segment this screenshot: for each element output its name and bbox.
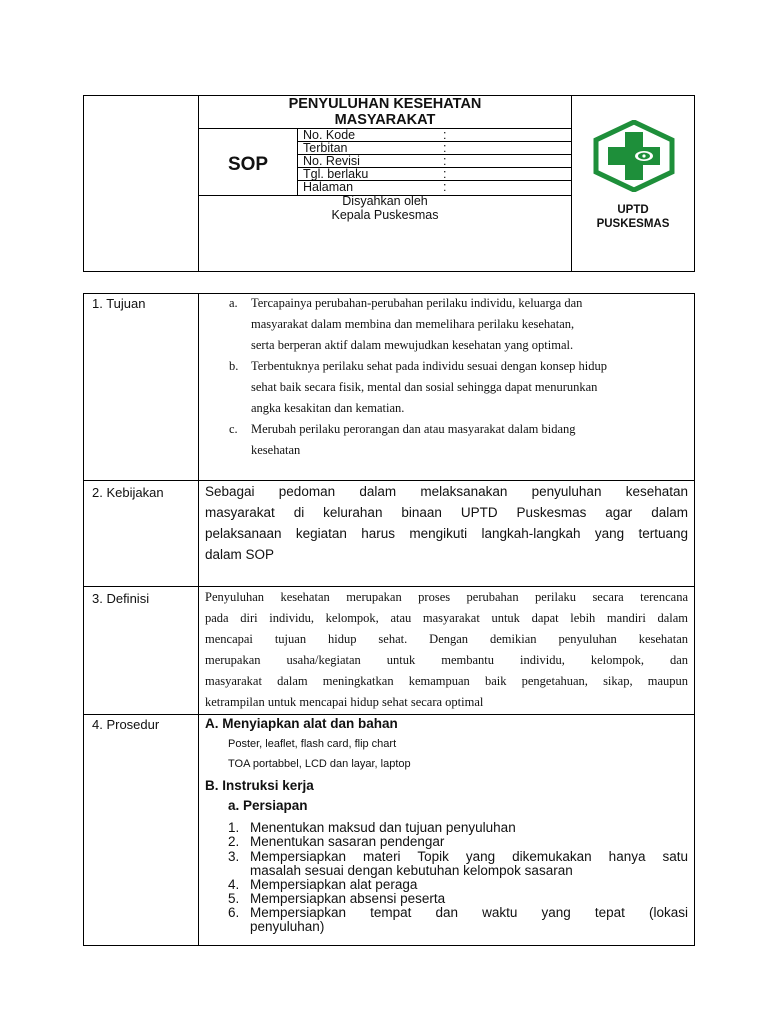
- list-item-line: serta berperan aktif dalam mewujudkan kesehatan yang optimal.: [251, 338, 574, 352]
- paragraph-line: pada diri individu, kelompok, atau masyarakat untuk dapat lebih mandiri dalam: [205, 611, 688, 625]
- step-text: Mempersiapkan absensi peserta: [250, 891, 446, 906]
- step-number: 1.: [228, 820, 240, 835]
- section-label-prosedur: 4. Prosedur: [92, 717, 160, 732]
- sop-label: SOP: [227, 154, 269, 175]
- meta-label: No. Revisi: [303, 154, 360, 168]
- list-marker: a.: [229, 296, 238, 310]
- list-item-line: Tercapainya perubahan-perubahan perilaku individu, keluarga dan: [251, 296, 583, 310]
- title-line: PENYULUHAN KESEHATAN: [288, 96, 482, 112]
- meta-label: Terbitan: [303, 141, 348, 155]
- row-divider: [84, 586, 694, 587]
- tools-line: TOA portabbel, LCD dan layar, laptop: [228, 758, 411, 770]
- title-line: MASYARAKAT: [334, 112, 436, 128]
- paragraph-line: masyarakat dalam meningkatkan kemampuan baik pengetahuan, sikap, maupun: [205, 674, 688, 688]
- approval-line: Kepala Puskesmas: [331, 208, 439, 222]
- list-marker: c.: [229, 422, 238, 436]
- paragraph-line: ketrampilan untuk mencapai hidup sehat secara optimal: [205, 695, 484, 709]
- meta-colon: :: [443, 128, 447, 142]
- step-text: Mempersiapkan alat peraga: [250, 877, 418, 892]
- meta-colon: :: [443, 180, 447, 194]
- step-text: Mempersiapkan materi Topik yang dikemukakan hanya satu: [250, 849, 688, 864]
- paragraph-line: merupakan usaha/kegiatan untuk membantu individu, kelompok, dan: [205, 653, 688, 667]
- paragraph-line: mencapai tujuan hidup sehat. Dengan demikian penyuluhan kesehatan: [205, 632, 688, 646]
- section-label-tujuan: 1. Tujuan: [92, 296, 146, 311]
- page-title: [198, 96, 572, 128]
- paragraph-line: Penyuluhan kesehatan merupakan proses perubahan perilaku secara terencana: [205, 590, 688, 604]
- step-number: 3.: [228, 849, 240, 864]
- meta-colon: :: [443, 167, 447, 181]
- step-text: Menentukan maksud dan tujuan penyuluhan: [250, 820, 516, 835]
- step-number: 2.: [228, 834, 240, 849]
- list-item-line: Merubah perilaku perorangan dan atau masyarakat dalam bidang: [251, 422, 576, 436]
- paragraph-line: dalam SOP: [205, 547, 275, 562]
- prosedur-subheading: a. Persiapan: [228, 798, 308, 813]
- sop-header: [83, 95, 695, 272]
- meta-halaman: [303, 181, 563, 194]
- step-text: penyuluhan): [250, 919, 325, 934]
- list-marker: b.: [229, 359, 239, 373]
- step-number: 6.: [228, 905, 240, 920]
- approval-line: Disyahkan oleh: [342, 194, 428, 208]
- list-item-line: angka kesakitan dan kematian.: [251, 401, 405, 415]
- paragraph-line: masyarakat di kelurahan binaan UPTD Puskesmas agar dalam: [205, 505, 688, 520]
- sop-content-table: [83, 293, 695, 946]
- step-text: masalah sesuai dengan kebutuhan kelompok sasaran: [250, 863, 573, 878]
- step-number: 4.: [228, 877, 240, 892]
- puskesmas-logo-icon: [593, 120, 675, 192]
- list-item-line: sehat baik secara fisik, mental dan sosial sehingga dapat menurunkan: [251, 380, 598, 394]
- meta-label: No. Kode: [303, 128, 356, 142]
- approval-block: [198, 194, 572, 222]
- meta-colon: :: [443, 154, 447, 168]
- prosedur-heading-a: A. Menyiapkan alat dan bahan: [205, 716, 398, 731]
- meta-label: Tgl. berlaku: [303, 167, 369, 181]
- column-divider: [198, 294, 199, 945]
- org-name: [572, 203, 694, 231]
- org-line: UPTD: [617, 204, 649, 216]
- paragraph-line: Sebagai pedoman dalam melaksanakan penyuluhan kesehatan: [205, 484, 688, 499]
- tools-line: Poster, leaflet, flash card, flip chart: [228, 738, 397, 750]
- step-text: Mempersiapkan tempat dan waktu yang tepat (lokasi: [250, 905, 688, 920]
- section-label-definisi: 3. Definisi: [92, 591, 150, 606]
- paragraph-line: pelaksanaan kegiatan harus mengikuti langkah-langkah yang tertuang: [205, 526, 688, 541]
- meta-label: Halaman: [303, 180, 354, 194]
- step-number: 5.: [228, 891, 240, 906]
- row-divider: [84, 714, 694, 715]
- meta-colon: :: [443, 141, 447, 155]
- section-label-kebijakan: 2. Kebijakan: [92, 485, 164, 500]
- list-item-line: masyarakat dalam membina dan memelihara perilaku kesehatan,: [251, 317, 575, 331]
- prosedur-heading-b: B. Instruksi kerja: [205, 778, 314, 793]
- org-line: PUSKESMAS: [596, 218, 670, 230]
- row-divider: [84, 480, 694, 481]
- step-text: Menentukan sasaran pendengar: [250, 834, 445, 849]
- list-item-line: kesehatan: [251, 443, 301, 457]
- list-item-line: Terbentuknya perilaku sehat pada individu sesuai dengan konsep hidup: [251, 359, 607, 373]
